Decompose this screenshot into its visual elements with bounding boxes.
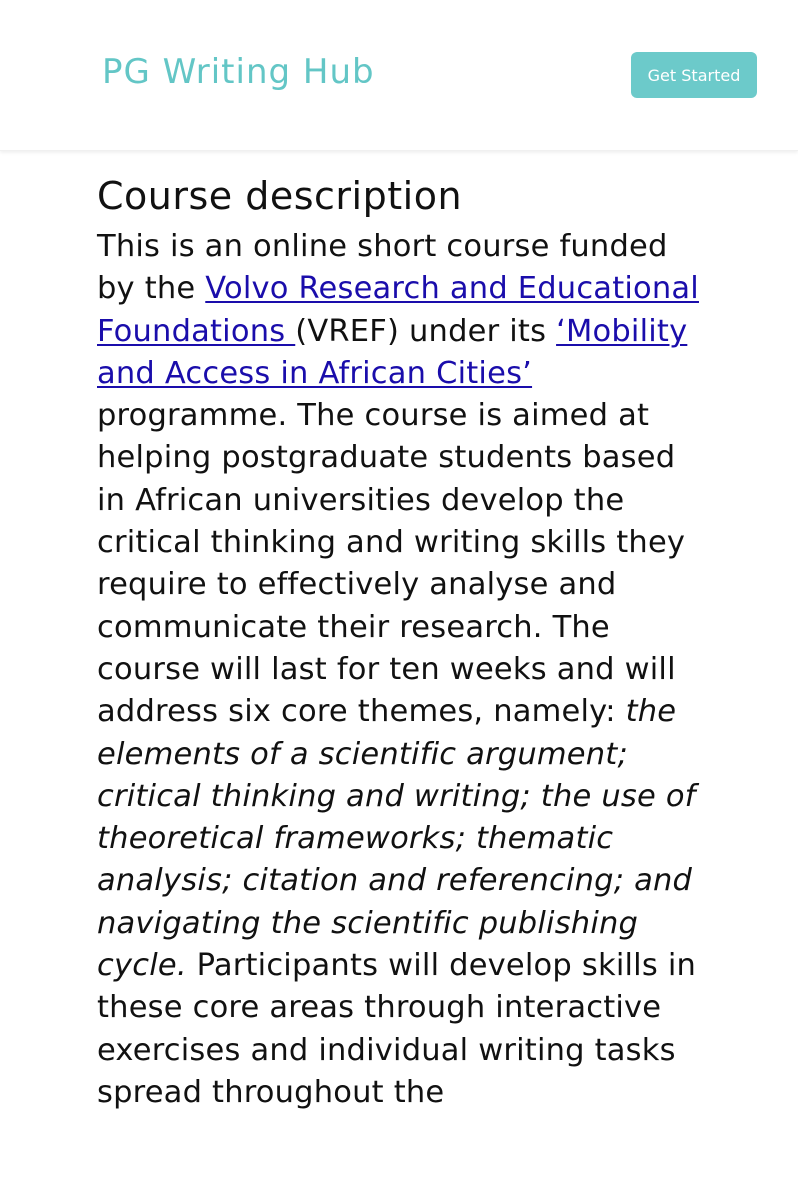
get-started-button[interactable]: Get Started	[631, 52, 757, 98]
course-description-section	[97, 170, 707, 1114]
section-title: Course description	[97, 174, 463, 218]
core-themes-text: the elements of a scientific argument; critical thinking and writing; the use of theoretical frameworks; thematic analysis; citation and referencing; and navigating the scientific publishing cycle.	[97, 694, 696, 984]
course-description-paragraph	[97, 226, 707, 1114]
site-header	[0, 0, 798, 151]
paragraph-text-participants: Participants will develop skills in these core areas through interactive exercises and individual writing tasks spread throughout the	[97, 948, 697, 1110]
paragraph-text-vref: (VREF) under its	[295, 313, 557, 349]
paragraph-text-aim: programme. The course is aimed at helping postgraduate students based in African universities develop the critical thinking and writing skills they require to effectively analyse and communicate their research. The course will last for ten weeks and will address six core themes, namely:	[97, 398, 686, 730]
site-logo-text[interactable]: PG Writing Hub	[102, 52, 375, 92]
vref-link[interactable]: Volvo Research and Educational Foundations	[97, 271, 699, 349]
mobility-programme-link[interactable]: ‘Mobility and Access in African Cities’	[97, 313, 688, 391]
paragraph-text-intro: This is an online short course funded by the	[97, 229, 668, 307]
